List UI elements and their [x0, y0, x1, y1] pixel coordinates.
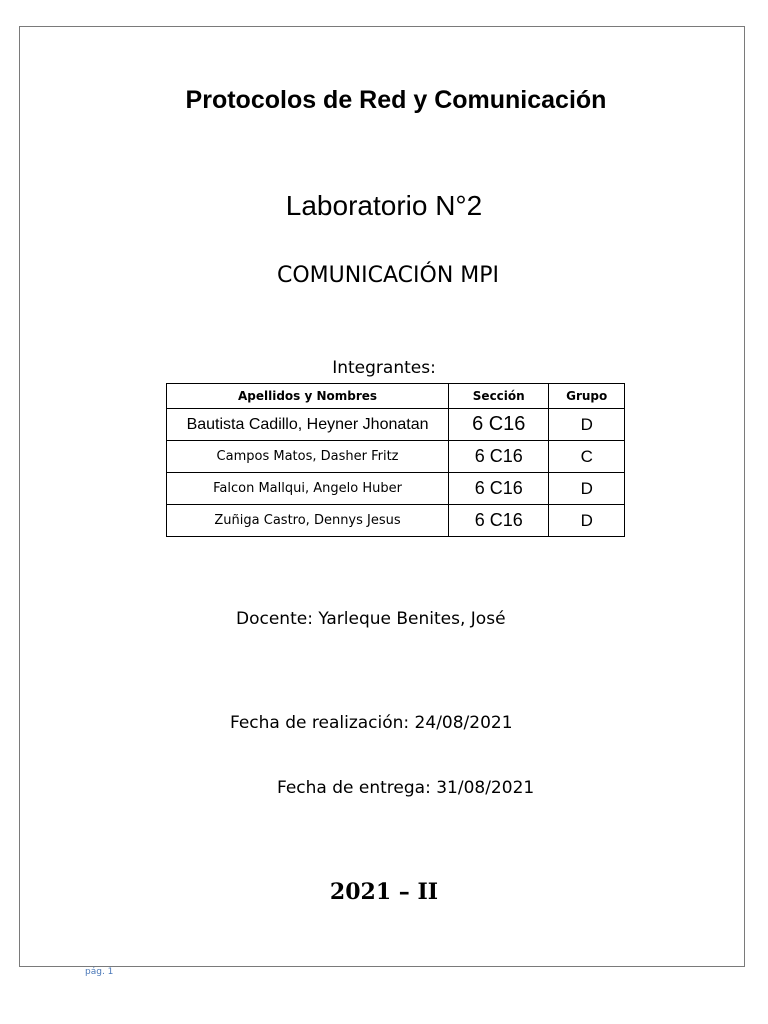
teacher-line: Docente: Yarleque Benites, José	[236, 609, 506, 629]
academic-period: 2021 – II	[329, 879, 439, 905]
page-number: pág. 1	[85, 967, 114, 977]
table-row	[167, 473, 625, 505]
members-label: Integrantes:	[332, 358, 436, 378]
member-name: Campos Matos, Dasher Fritz	[167, 441, 449, 473]
member-section: 6 C16	[449, 473, 549, 505]
member-name: Zuñiga Castro, Dennys Jesus	[167, 505, 449, 537]
document-subtitle: COMUNICACIÓN MPI	[276, 263, 500, 288]
realization-date: Fecha de realización: 24/08/2021	[230, 713, 513, 733]
table-header-row	[167, 384, 625, 409]
member-group: D	[549, 473, 625, 505]
table-row	[167, 441, 625, 473]
lab-title: Laboratorio N°2	[285, 190, 483, 221]
delivery-date: Fecha de entrega: 31/08/2021	[277, 778, 535, 798]
document-title: Protocolos de Red y Comunicación	[185, 86, 607, 114]
header-group: Grupo	[549, 384, 625, 409]
member-group: C	[549, 441, 625, 473]
header-name: Apellidos y Nombres	[167, 384, 449, 409]
header-section: Sección	[449, 384, 549, 409]
member-name: Falcon Mallqui, Angelo Huber	[167, 473, 449, 505]
table-row	[167, 409, 625, 441]
member-section: 6 C16	[449, 505, 549, 537]
member-section: 6 C16	[449, 409, 549, 441]
member-group: D	[549, 505, 625, 537]
member-section: 6 C16	[449, 441, 549, 473]
member-group: D	[549, 409, 625, 441]
table-row	[167, 505, 625, 537]
member-name: Bautista Cadillo, Heyner Jhonatan	[167, 409, 449, 441]
members-table	[166, 383, 625, 537]
